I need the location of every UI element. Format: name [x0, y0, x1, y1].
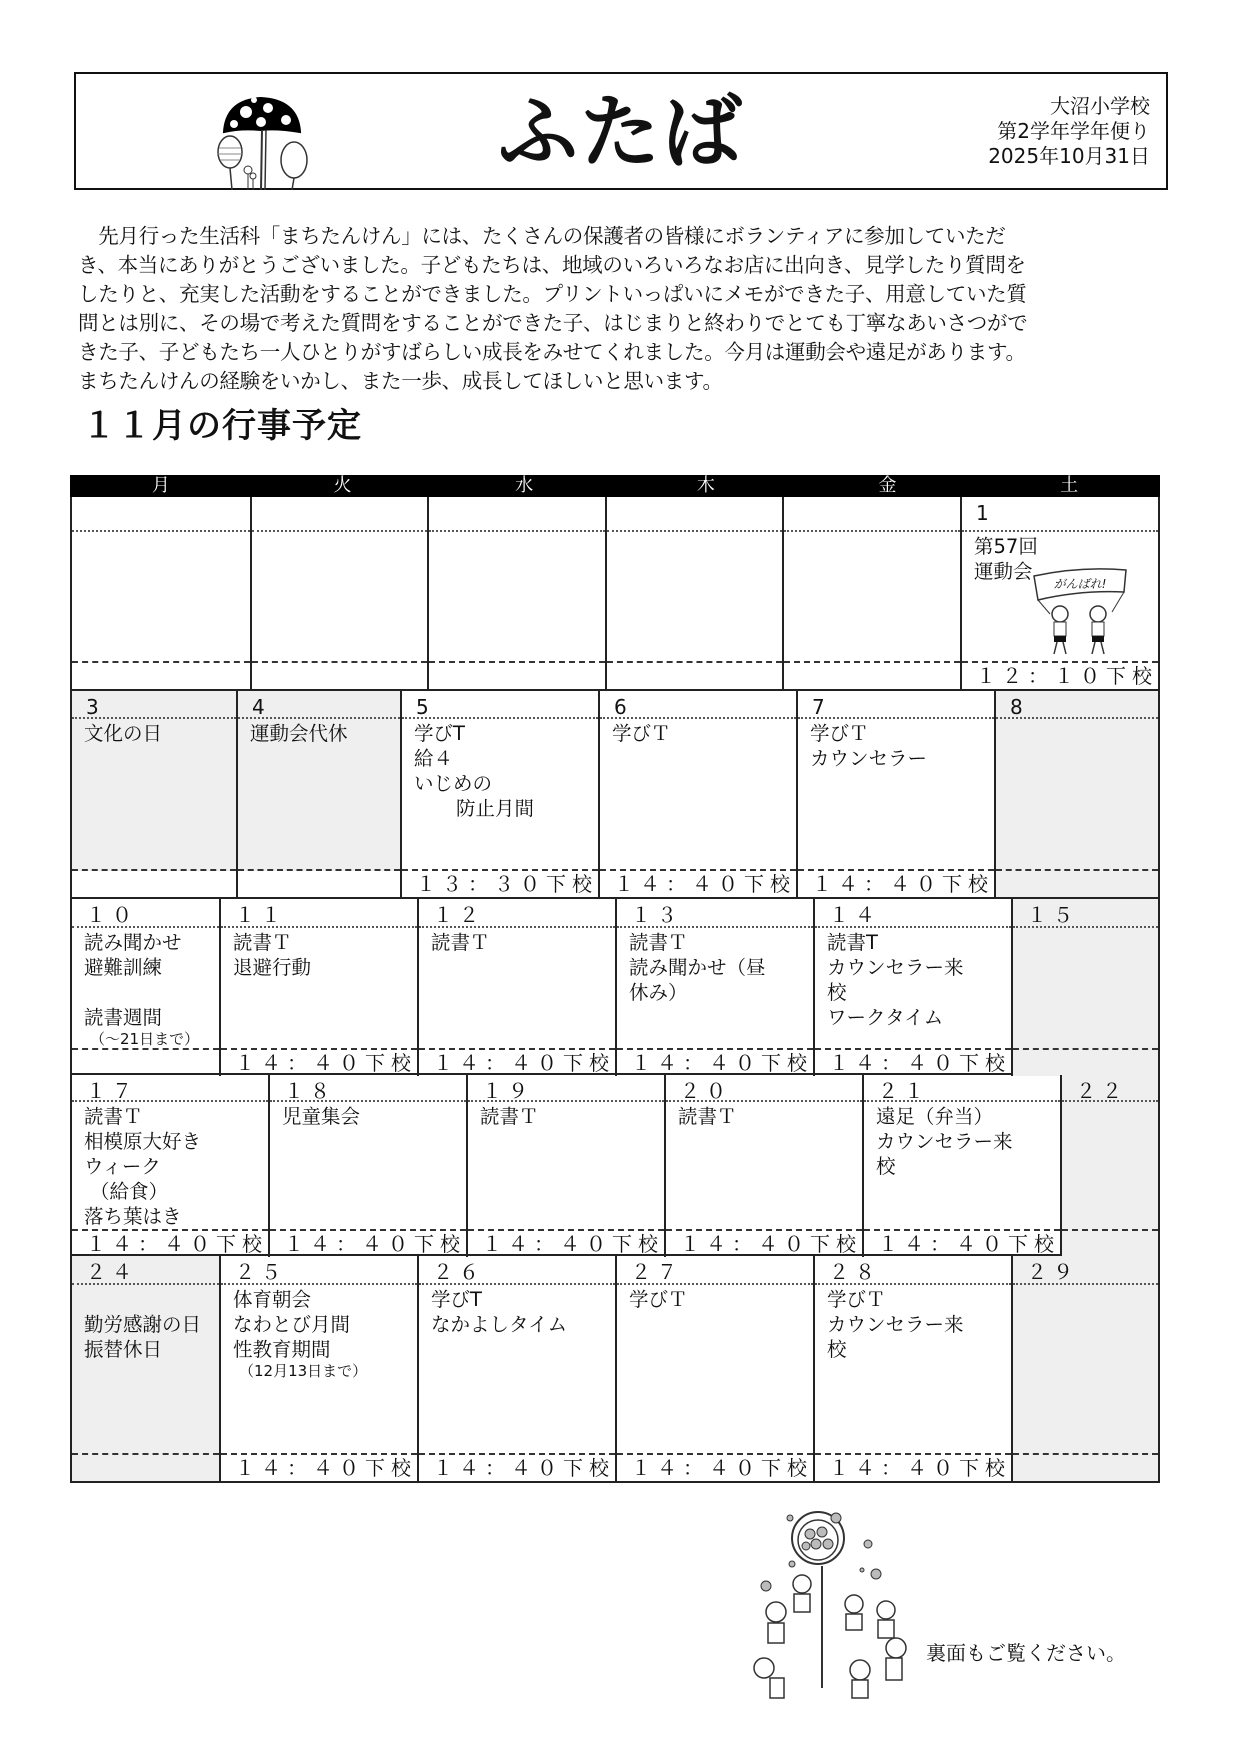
day-number: [72, 497, 250, 532]
calendar-week: [72, 1073, 1158, 1254]
day-events: [815, 1285, 1011, 1455]
day-events: [221, 928, 417, 1050]
day-events: [72, 532, 250, 663]
dismissal-time: [429, 663, 605, 689]
cheering-children-banner-icon: [1030, 562, 1130, 657]
event-item: 校: [876, 1155, 896, 1178]
day-events: [1013, 1285, 1158, 1455]
event-item: いじめの: [414, 772, 493, 795]
day-number: ２７: [617, 1256, 813, 1285]
weekday-header: [70, 475, 1160, 497]
day-number: １４: [815, 899, 1011, 928]
event-item: カウンセラー来: [827, 956, 964, 979]
day-number: ２２: [1062, 1075, 1158, 1102]
day-number: １３: [617, 899, 813, 928]
calendar-day-cell: [417, 1256, 615, 1481]
dismissal-time: [72, 871, 236, 897]
day-events: [617, 928, 813, 1050]
calendar-day-cell: [782, 497, 960, 689]
calendar-body: [70, 497, 1160, 1483]
calendar-day-cell: [250, 497, 428, 689]
dismissal-time: [72, 1050, 219, 1076]
calendar-day-cell: [72, 899, 219, 1076]
day-number: [252, 497, 428, 532]
dismissal-time: １４：４０下校: [812, 872, 994, 896]
dismissal-time: [784, 663, 960, 689]
day-events: [1013, 928, 1158, 1050]
day-events: [419, 1285, 615, 1455]
event-item: 落ち葉はき: [84, 1205, 182, 1228]
calendar-day-cell: [1011, 899, 1158, 1076]
day-events: [864, 1102, 1060, 1231]
event-item: カウンセラー来: [827, 1313, 964, 1336]
calendar-day-cell: [219, 899, 417, 1076]
day-number: ２９: [1013, 1256, 1158, 1285]
event-item: 文化の日: [84, 722, 163, 745]
event-item: ウィーク: [84, 1155, 161, 1178]
day-number: １５: [1013, 899, 1158, 928]
calendar-day-cell: [236, 691, 400, 897]
dismissal-time: [252, 663, 428, 689]
calendar-day-cell: [994, 691, 1158, 897]
event-item: 読書Ｔ: [84, 1105, 143, 1128]
dismissal-time: １４：４０下校: [235, 1051, 417, 1075]
day-number: １９: [468, 1075, 664, 1102]
dismissal-time: [996, 871, 1158, 897]
day-events: [402, 719, 598, 871]
day-number: [607, 497, 783, 532]
dismissal-time: １４：４０下校: [433, 1456, 615, 1480]
event-item: 読書Ｔ: [233, 931, 292, 954]
dismissal-time: １４：４０下校: [86, 1232, 268, 1256]
newsletter-title: ふたば: [498, 86, 744, 179]
day-number: 7: [798, 691, 994, 719]
event-item: （給食）: [90, 1180, 169, 1203]
event-item: 学びＴ: [629, 1288, 688, 1311]
newsletter-subtitle: 第2学年学年便り: [997, 119, 1150, 143]
weekday-wed: 水: [515, 475, 534, 496]
day-events: [270, 1102, 466, 1231]
day-number: ２５: [221, 1256, 417, 1285]
weekday-tue: 火: [333, 475, 352, 496]
event-item: 体育朝会: [233, 1288, 312, 1311]
event-item: 学びＴ: [827, 1288, 886, 1311]
day-number: ２８: [815, 1256, 1011, 1285]
calendar-day-cell: [615, 899, 813, 1076]
event-item: なかよしタイム: [431, 1313, 568, 1336]
calendar-day-cell: [72, 497, 250, 689]
day-events: [996, 719, 1158, 871]
dismissal-time: １４：４０下校: [829, 1456, 1011, 1480]
event-item: 性教育期間: [233, 1338, 331, 1361]
issue-date: 2025年10月31日: [988, 144, 1150, 168]
day-number: 5: [402, 691, 598, 719]
calendar-day-cell: [417, 899, 615, 1076]
calendar-week: [72, 897, 1158, 1073]
day-number: [784, 497, 960, 532]
calendar-week: [72, 1254, 1158, 1481]
calendar-day-cell: [466, 1075, 664, 1257]
day-number: 6: [600, 691, 796, 719]
event-item: 学びＴ: [810, 722, 869, 745]
dismissal-time: １４：４０下校: [614, 872, 796, 896]
day-events: [238, 719, 400, 871]
event-item: 振替休日: [84, 1338, 163, 1361]
event-item: [84, 980, 219, 1005]
event-item: 学びT: [414, 722, 465, 745]
intro-paragraph: [78, 222, 1168, 396]
event-item: 読書T: [827, 931, 878, 954]
event-item: 勤労感謝の日: [84, 1313, 202, 1336]
day-number: １０: [72, 899, 219, 928]
calendar-day-cell: [1060, 1075, 1158, 1257]
calendar-day-cell: [813, 899, 1011, 1076]
event-item: 避難訓練: [84, 956, 163, 979]
calendar-week: [72, 497, 1158, 689]
weekday-sat: 土: [1060, 475, 1079, 496]
weekday-thu: 木: [696, 475, 715, 496]
day-events: [72, 1102, 268, 1231]
intro-line: きた子、子どもたち一人ひとりがすばらしい成長をみせてくれました。今月は運動会や遠足があります。: [78, 340, 1026, 364]
day-events: [798, 719, 994, 871]
day-events: [607, 532, 783, 663]
event-item: カウンセラー来: [876, 1130, 1013, 1153]
calendar-day-cell: [1011, 1256, 1158, 1481]
day-events: [962, 532, 1158, 663]
dismissal-time: １４：４０下校: [829, 1051, 1011, 1075]
day-events: [784, 532, 960, 663]
day-number: ２４: [72, 1256, 219, 1285]
day-events: [72, 719, 236, 871]
calendar-day-cell: [598, 691, 796, 897]
dismissal-time: １４：４０下校: [482, 1232, 664, 1256]
day-number: １８: [270, 1075, 466, 1102]
day-events: [252, 532, 428, 663]
dismissal-time: １４：４０下校: [680, 1232, 862, 1256]
event-item: 退避行動: [233, 956, 312, 979]
day-events: [429, 532, 605, 663]
dismissal-time: １２：１０下校: [976, 664, 1158, 688]
event-item: 相模原大好き: [84, 1130, 202, 1153]
schedule-title: １１月の行事予定: [82, 406, 362, 446]
event-item: 給４: [414, 747, 454, 770]
day-number: 1: [962, 497, 1158, 532]
calendar-day-cell: [796, 691, 994, 897]
weekday-mon: 月: [151, 475, 170, 496]
calendar-week: [72, 689, 1158, 897]
day-number: 8: [996, 691, 1158, 719]
weekday-fri: 金: [878, 475, 897, 496]
day-events: [600, 719, 796, 871]
event-item: 読書Ｔ: [431, 931, 490, 954]
event-item: [84, 1287, 219, 1312]
event-item: 防止月間: [456, 797, 535, 820]
masthead: [74, 72, 1168, 190]
intro-line: 先月行った生活科「まちたんけん」には、たくさんの保護者の皆様にボランティアに参加していただ: [78, 224, 1006, 248]
day-number: ２６: [419, 1256, 615, 1285]
event-calendar: [70, 475, 1160, 1483]
dismissal-time: [72, 663, 250, 689]
see-reverse-note: 裏面もご覧ください。: [926, 1641, 1126, 1665]
event-item: 学びT: [431, 1288, 482, 1311]
dismissal-time: １４：４０下校: [235, 1456, 417, 1480]
day-events: [666, 1102, 862, 1231]
day-events: [72, 1285, 219, 1455]
event-item: なわとび月間: [233, 1313, 351, 1336]
school-name: 大沼小学校: [1050, 94, 1150, 118]
event-item: 学びＴ: [612, 722, 671, 745]
event-item: （～21日まで）: [90, 1030, 200, 1048]
calendar-day-cell: [960, 497, 1158, 689]
calendar-day-cell: [72, 691, 236, 897]
event-item: （12月13日まで）: [239, 1362, 368, 1380]
day-number: ２１: [864, 1075, 1060, 1102]
day-number: １２: [419, 899, 615, 928]
calendar-day-cell: [400, 691, 598, 897]
calendar-day-cell: [813, 1256, 1011, 1481]
event-item: 校: [827, 1338, 847, 1361]
intro-line: き、本当にありがとうございました。子どもたちは、地域のいろいろなお店に出向き、見学したり質問を: [78, 253, 1026, 277]
intro-line: 問とは別に、その場で考えた質問をすることができた子、はじまりと終わりでとても丁寧なあいさつがで: [78, 311, 1028, 335]
day-number: １１: [221, 899, 417, 928]
event-item: 校: [827, 981, 847, 1004]
day-number: 3: [72, 691, 236, 719]
dismissal-time: [607, 663, 783, 689]
day-number: １７: [72, 1075, 268, 1102]
event-item: 遠足（弁当）: [876, 1105, 994, 1128]
dismissal-time: [1013, 1050, 1158, 1076]
event-item: カウンセラー: [810, 747, 928, 770]
event-item: 運動会代休: [250, 722, 348, 745]
calendar-day-cell: [72, 1256, 219, 1481]
day-events: [1062, 1102, 1158, 1231]
day-events: [617, 1285, 813, 1455]
calendar-day-cell: [72, 1075, 268, 1257]
calendar-day-cell: [862, 1075, 1060, 1257]
event-item: 第57回: [974, 535, 1038, 558]
event-item: 読書Ｔ: [480, 1105, 539, 1128]
dismissal-time: １３：３０下校: [416, 872, 598, 896]
day-number: ２０: [666, 1075, 862, 1102]
day-events: [468, 1102, 664, 1231]
event-item: 運動会: [974, 560, 1033, 583]
event-item: 読書Ｔ: [678, 1105, 737, 1128]
calendar-day-cell: [268, 1075, 466, 1257]
event-item: 読み聞かせ（昼: [629, 956, 766, 979]
day-events: [419, 928, 615, 1050]
intro-line: したりと、充実した活動をすることができました。プリントいっぱいにメモができた子、用意していた質: [78, 282, 1027, 306]
svg-text:がんばれ!: がんばれ!: [1053, 577, 1107, 591]
dismissal-time: [72, 1455, 219, 1481]
dismissal-time: １４：４０下校: [284, 1232, 466, 1256]
day-events: [72, 928, 219, 1050]
dismissal-time: [238, 871, 400, 897]
event-item: ワークタイム: [827, 1006, 944, 1029]
day-number: 4: [238, 691, 400, 719]
calendar-day-cell: [427, 497, 605, 689]
masthead-meta: [988, 94, 1150, 169]
event-item: 児童集会: [282, 1105, 361, 1128]
calendar-day-cell: [605, 497, 783, 689]
day-events: [815, 928, 1011, 1050]
event-item: 読書Ｔ: [629, 931, 688, 954]
children-ball-toss-illustration: [736, 1508, 926, 1708]
dismissal-time: １４：４０下校: [631, 1051, 813, 1075]
event-item: 読み聞かせ: [84, 931, 182, 954]
event-item: 休み）: [629, 981, 688, 1004]
day-number: [429, 497, 605, 532]
event-item: 読書週間: [84, 1006, 163, 1029]
calendar-day-cell: [219, 1256, 417, 1481]
intro-line: まちたんけんの経験をいかし、また一歩、成長してほしいと思います。: [78, 369, 723, 393]
dismissal-time: １４：４０下校: [433, 1051, 615, 1075]
dismissal-time: [1013, 1455, 1158, 1481]
dismissal-time: １４：４０下校: [631, 1456, 813, 1480]
dismissal-time: [1062, 1231, 1158, 1257]
dismissal-time: １４：４０下校: [878, 1232, 1060, 1256]
calendar-day-cell: [664, 1075, 862, 1257]
day-events: [221, 1285, 417, 1455]
calendar-day-cell: [615, 1256, 813, 1481]
